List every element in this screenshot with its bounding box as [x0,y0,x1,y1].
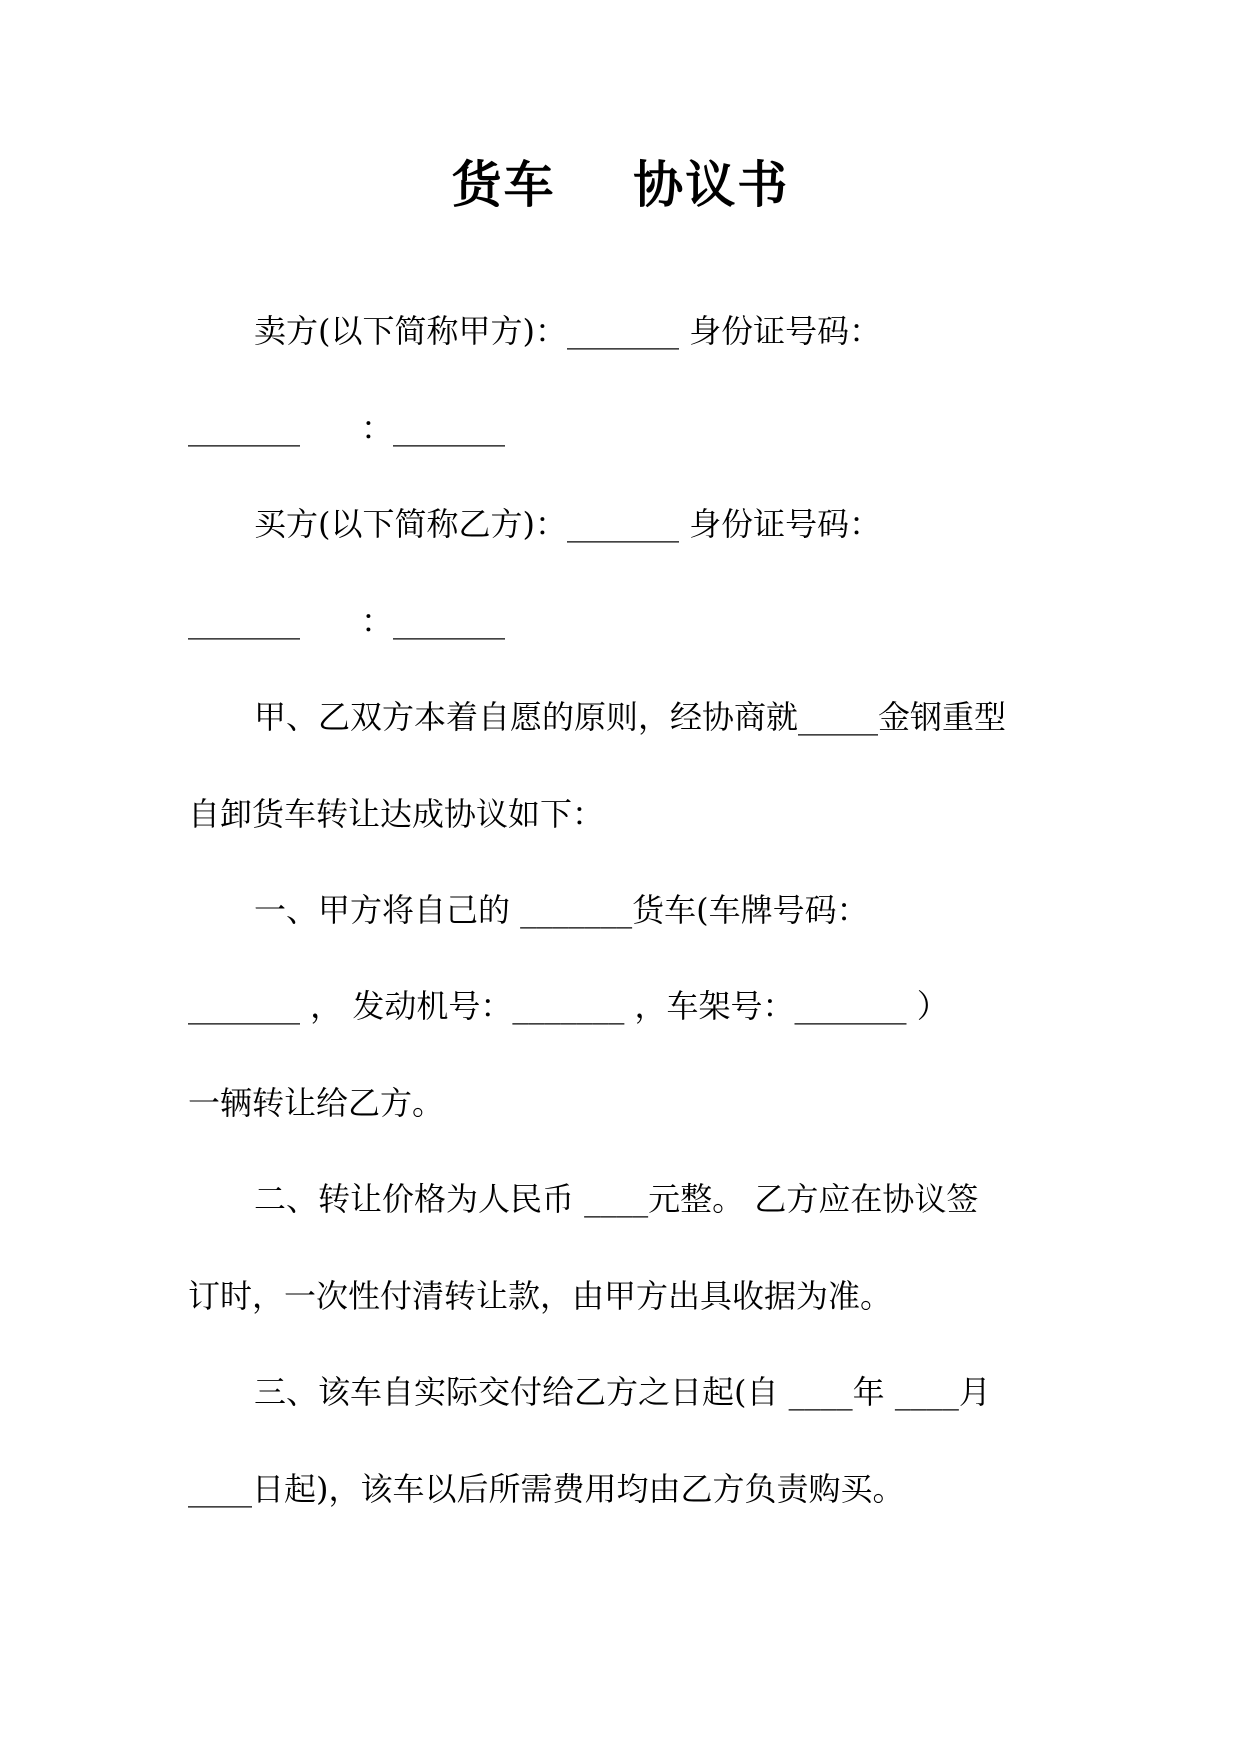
intro-paragraph-line-2: 自卸货车转让达成协议如下： [188,795,605,833]
clause-3-line-2: ____日起)，该车以后所需费用均由乙方负责购买。 [188,1470,905,1508]
clause-3-line-1: 三、该车自实际交付给乙方之日起(自 ____年 ____月 [254,1373,991,1411]
seller-line-continued: _______ ：_______ [188,409,506,447]
clause-1-line-3: 一辆转让给乙方。 [188,1084,445,1122]
intro-paragraph-line-1: 甲、乙双方本着自愿的原则，经协商就_____金钢重型 [254,698,1007,736]
clause-1-line-2: _______ ， 发动机号：_______ ，车架号：_______ ） [188,987,949,1025]
buyer-line: 买方(以下简称乙方)：_______ 身份证号码： [254,505,882,543]
seller-line: 卖方(以下简称甲方)：_______ 身份证号码： [254,312,882,350]
clause-2-line-1: 二、转让价格为人民币 ____元整。 乙方应在协议签 [254,1180,979,1218]
buyer-line-continued: _______ ：_______ [188,602,506,640]
clause-1-line-1: 一、甲方将自己的 _______货车(车牌号码： [254,891,869,929]
clause-2-line-2: 订时，一次性付清转让款，由甲方出具收据为准。 [188,1277,893,1315]
document-title: 货车 协议书 [451,155,790,214]
